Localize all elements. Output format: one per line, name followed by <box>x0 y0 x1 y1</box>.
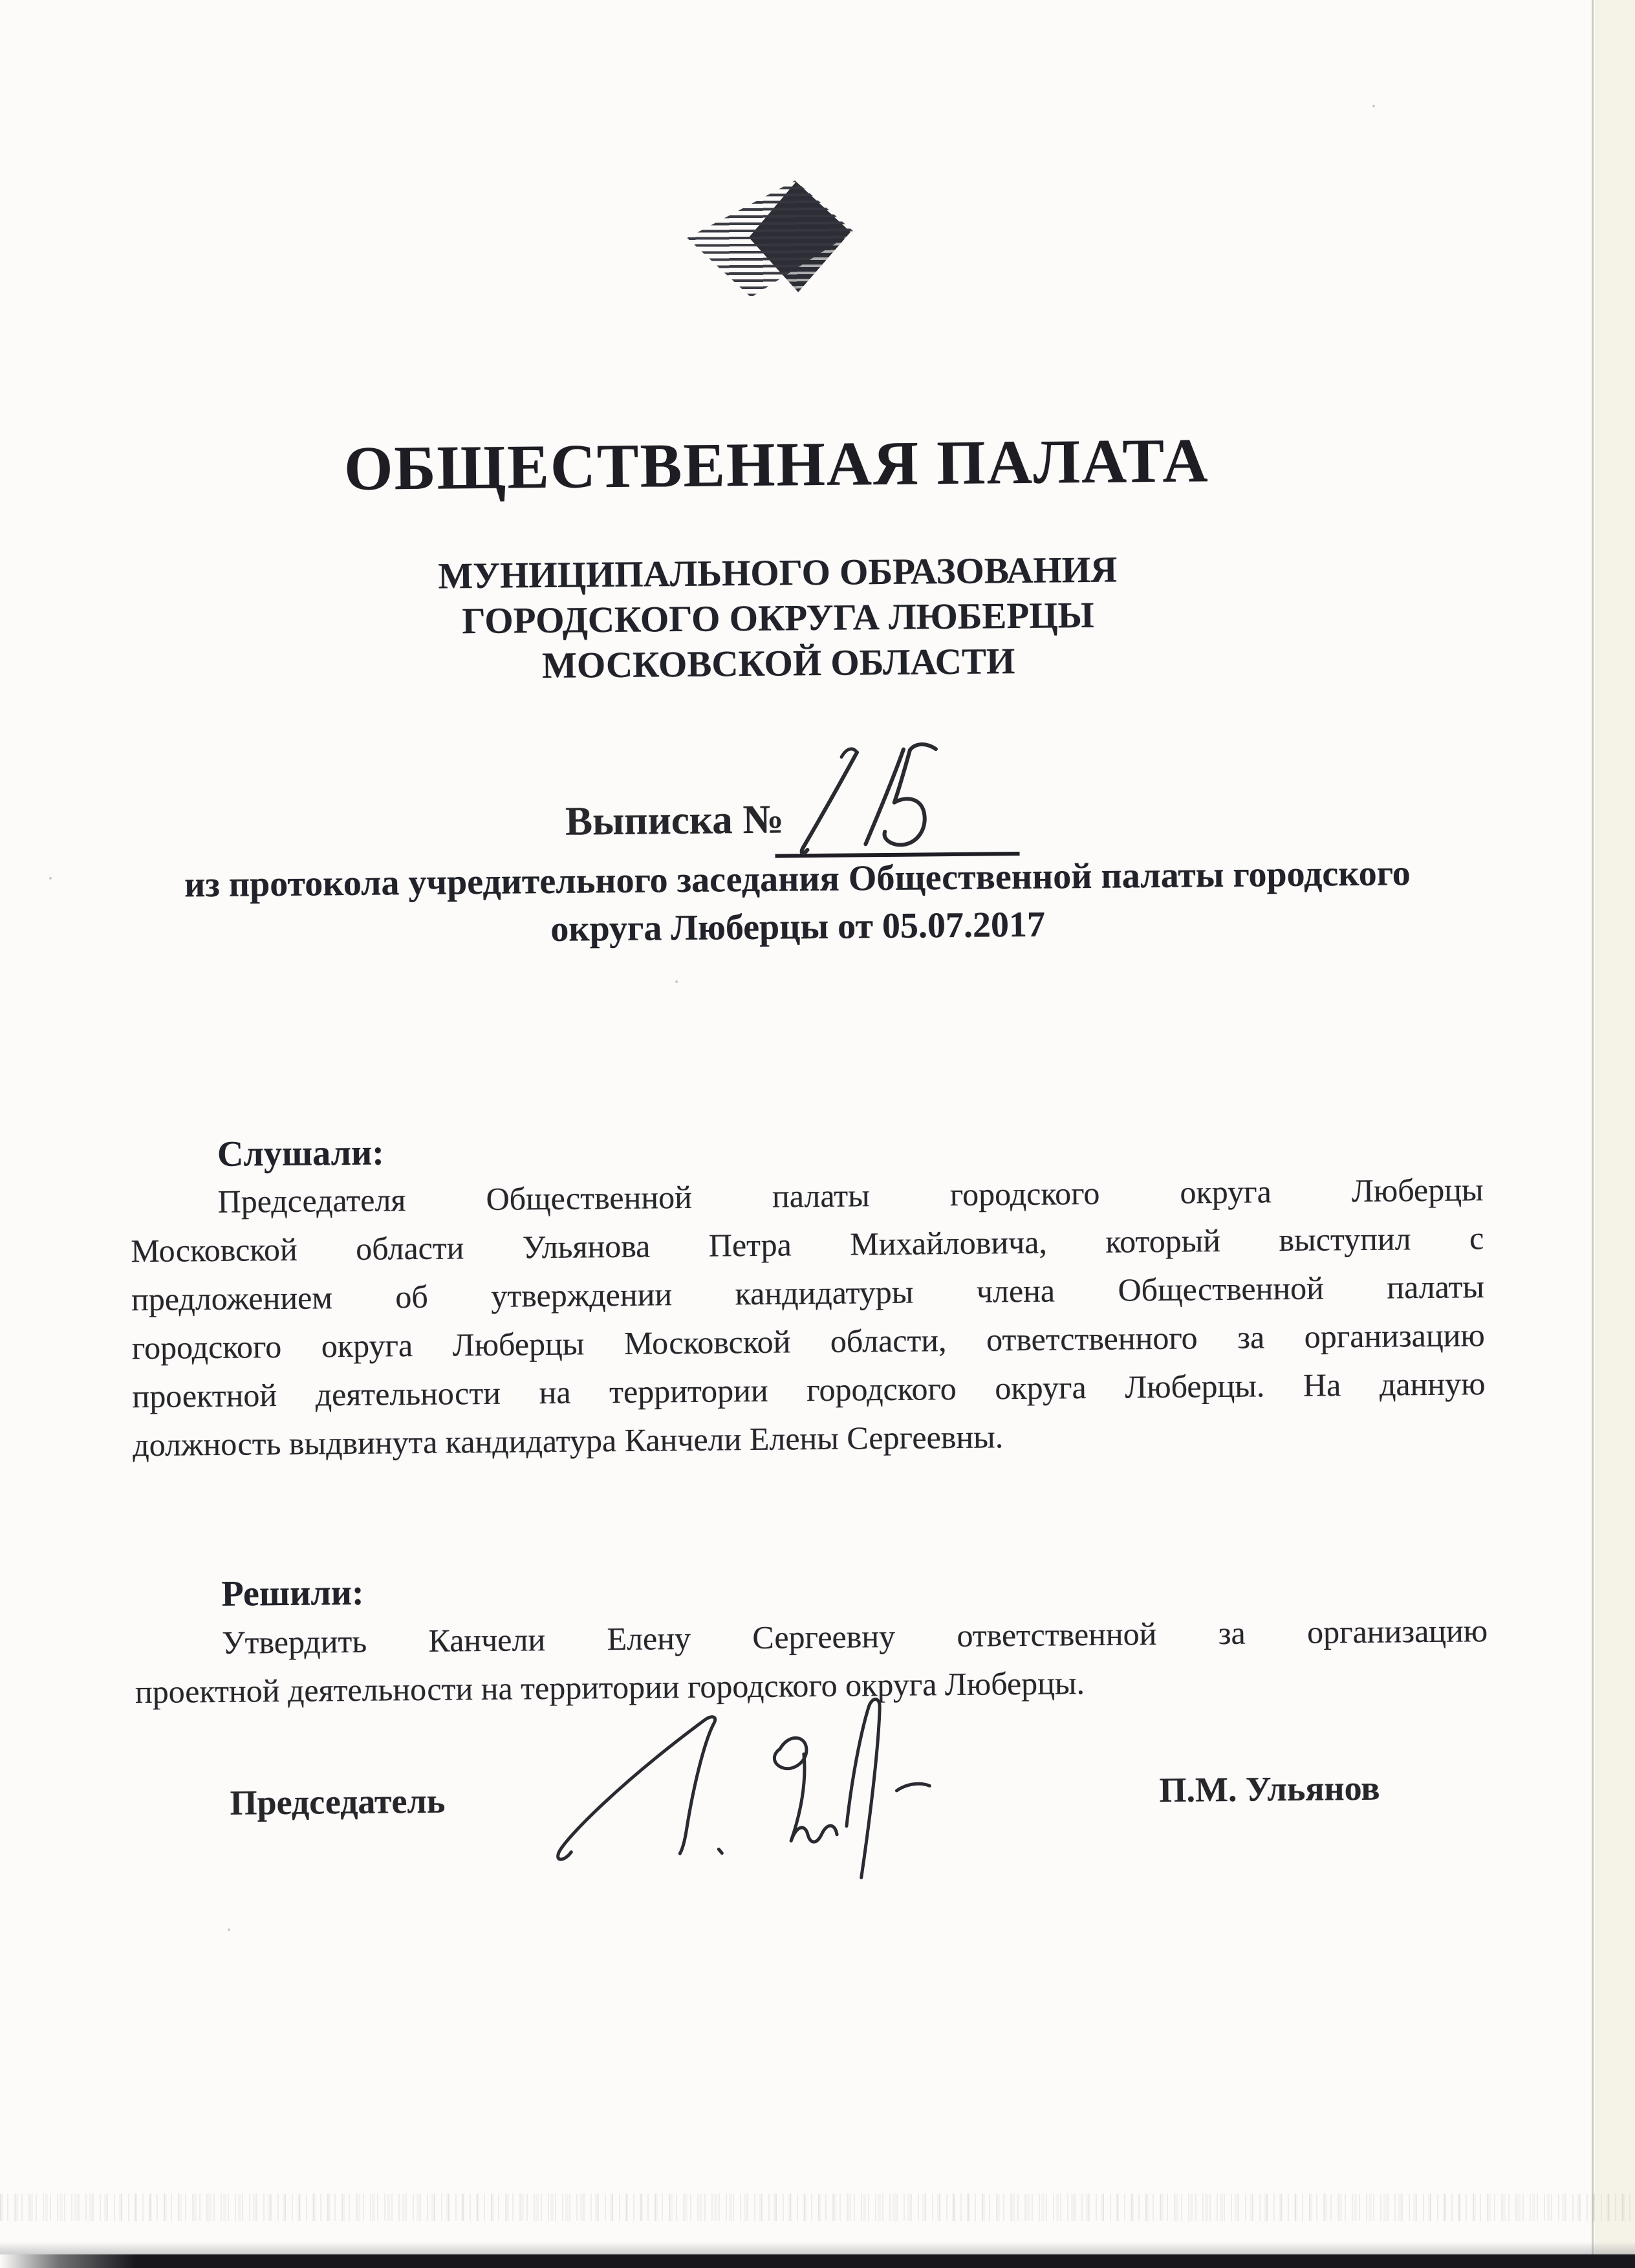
org-subtitle-line: ГОРОДСКОГО ОКРУГА ЛЮБЕРЦЫ <box>462 594 1094 642</box>
org-subtitle-line: МУНИЦИПАЛЬНОГО ОБРАЗОВАНИЯ <box>438 549 1118 597</box>
document-line: Утвердить Канчели Елену Сергеевну ответственной за организацию <box>221 1612 1488 1661</box>
document-line: Председателя Общественной палаты городского округа Люберцы <box>217 1171 1484 1220</box>
extract-origin <box>98 848 1498 958</box>
document-line: должность выдвинута кандидатура Канчели Елены Сергеевны. <box>132 1418 1004 1463</box>
extract-origin-line: из протокола учредительного заседания Общественной палаты городского <box>184 853 1411 905</box>
org-subtitle <box>0 543 1561 694</box>
page-edge-strip <box>1595 0 1635 2268</box>
org-subtitle-line: МОСКОВСКОЙ ОБЛАСТИ <box>541 641 1015 687</box>
extract-number-label: Выписка № <box>565 796 785 844</box>
scan-speck <box>675 980 678 983</box>
handwritten-extract-number <box>796 739 947 861</box>
scanner-edge-bar <box>0 2254 1635 2268</box>
document-line: проектной деятельности на территории городского округа Люберцы. На данную <box>132 1365 1486 1415</box>
section-heading-heard: Слушали: <box>217 1132 385 1174</box>
scan-speck <box>1372 105 1375 107</box>
organization-emblem-icon <box>687 178 855 297</box>
document-line: проектной деятельности на территории городского округа Люберцы. <box>135 1665 1085 1711</box>
document-line: городского округа Люберцы Московской области, ответственного за организацию <box>131 1317 1485 1366</box>
extract-origin-line: округа Люберцы от 05.07.2017 <box>550 904 1046 949</box>
section-heading-resolved: Решили: <box>221 1572 364 1614</box>
scan-speck <box>49 877 52 880</box>
signature-role-label: Председатель <box>230 1781 446 1822</box>
scan-speck <box>228 1928 230 1931</box>
page-edge-line <box>1592 0 1594 2257</box>
signature-strokes <box>541 1684 990 1889</box>
handwritten-number-strokes <box>796 739 947 861</box>
document-line: предложением об утверждении кандидатуры члена Общественной палаты <box>131 1268 1485 1318</box>
heard-paragraph <box>130 1165 1486 1469</box>
document-line: Московской области Ульянова Петра Михайловича, который выступил с <box>131 1220 1484 1269</box>
scanner-shadow <box>0 2241 1635 2254</box>
org-title: ОБЩЕСТВЕННАЯ ПАЛАТА <box>343 426 1209 503</box>
handwritten-signature <box>541 1684 990 1889</box>
signature-name: П.М. Ульянов <box>1159 1768 1380 1809</box>
scanner-noise-band <box>0 2194 1635 2221</box>
